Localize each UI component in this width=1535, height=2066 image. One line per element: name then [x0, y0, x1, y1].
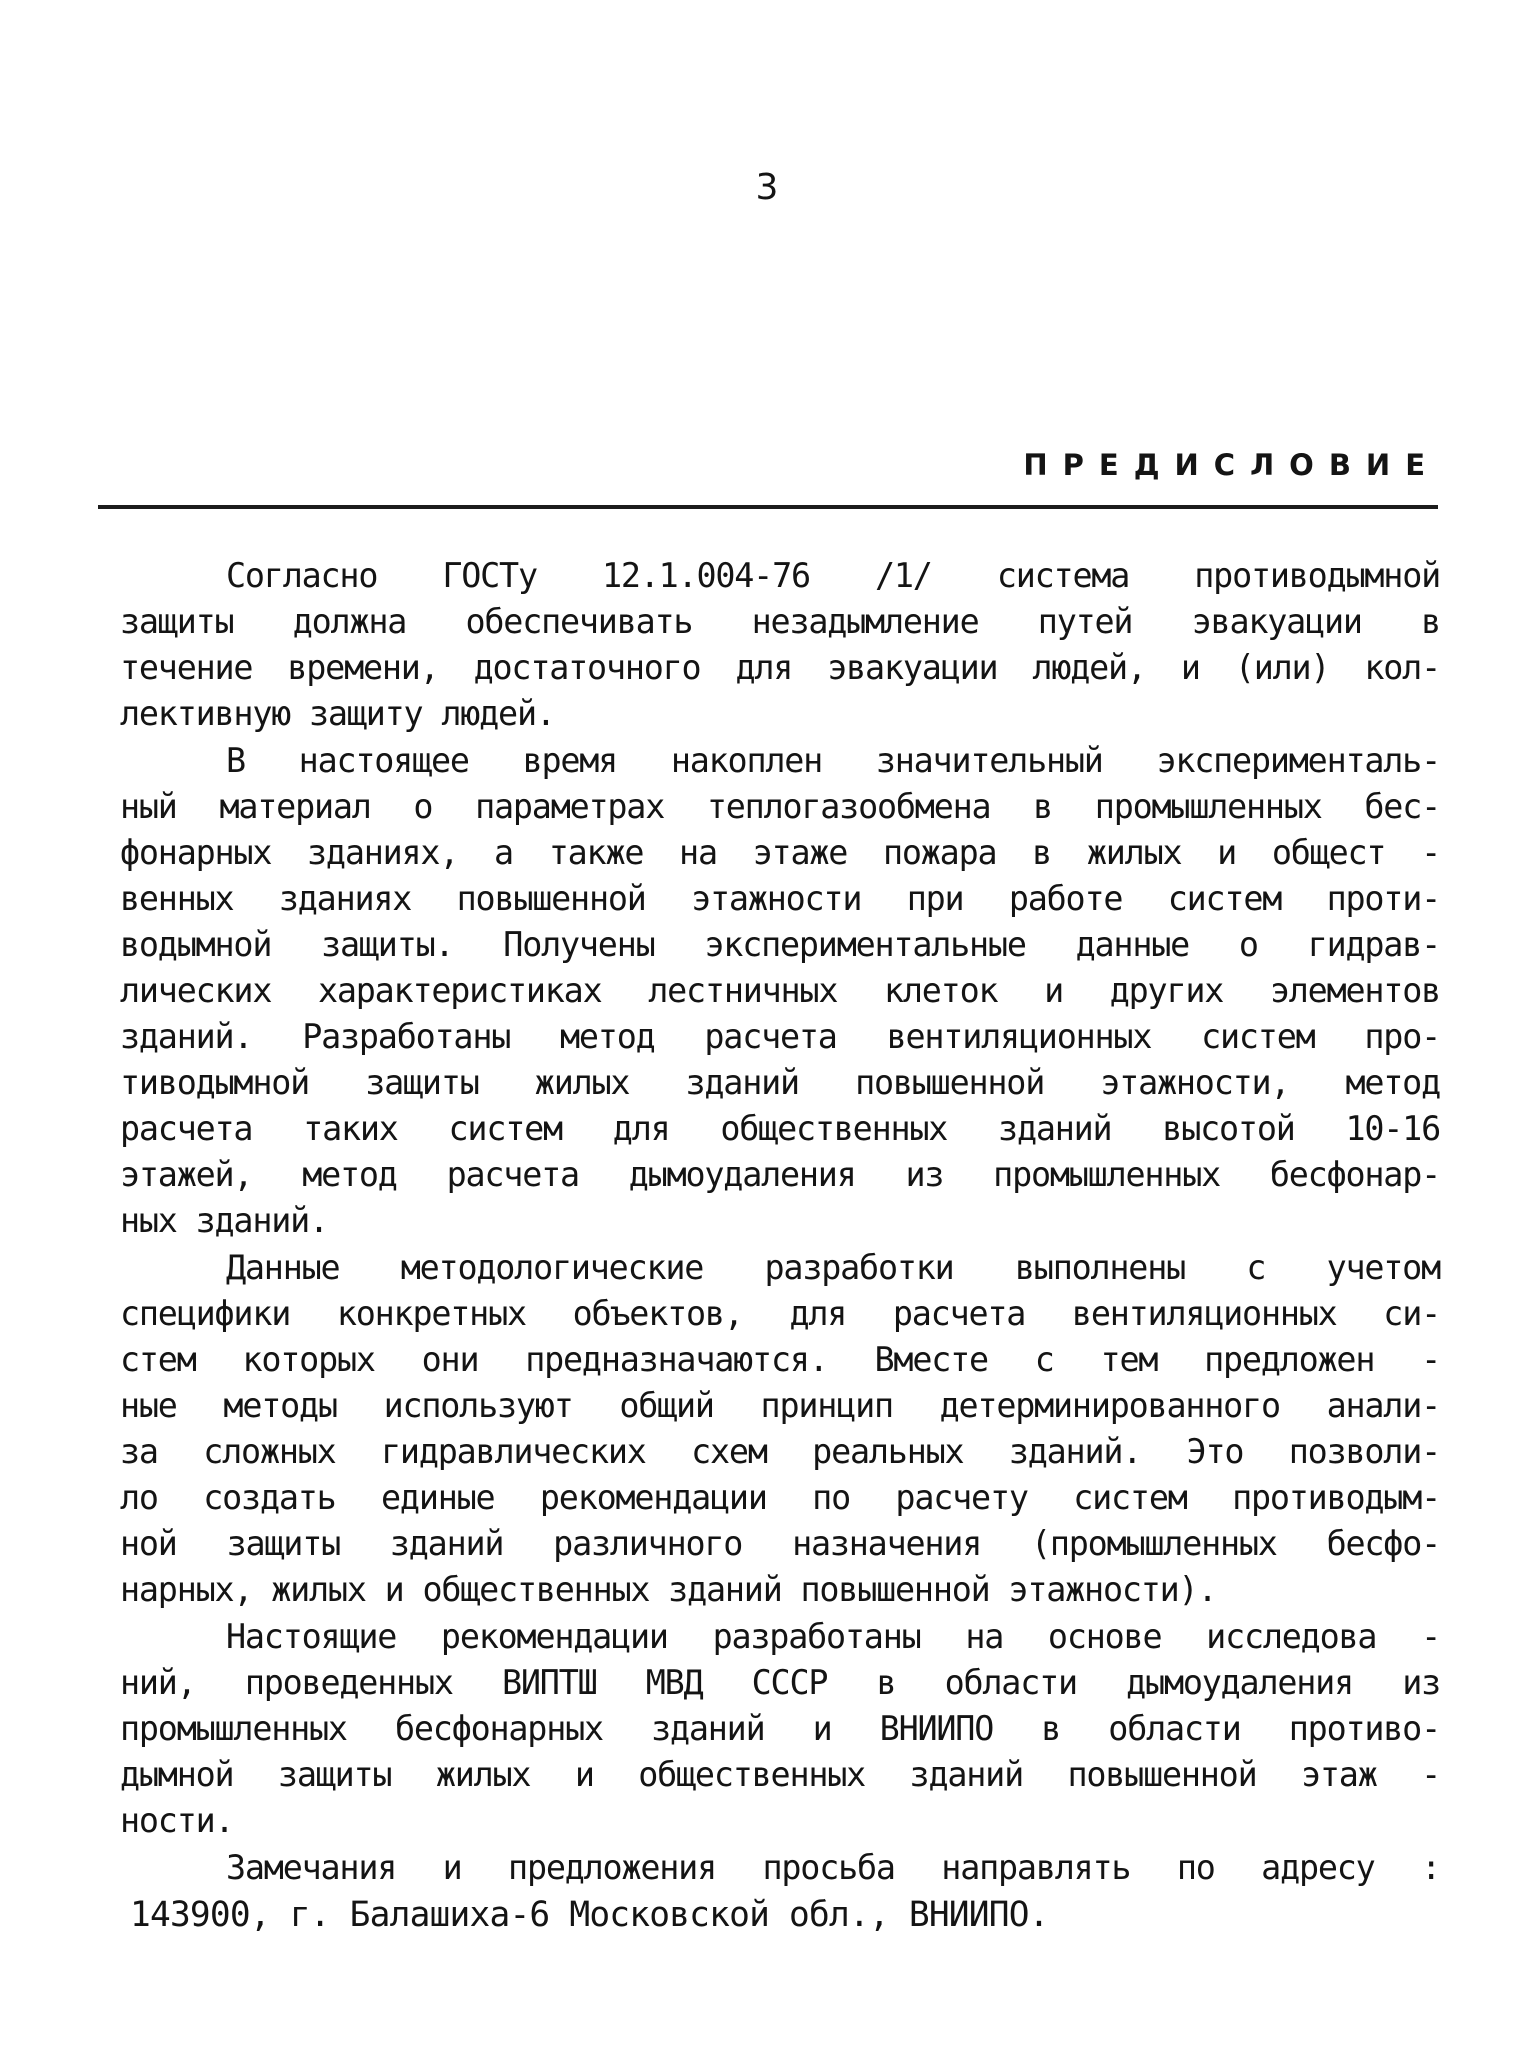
text-line: В настоящее время накоплен значительный эксперименталь- — [226, 741, 1440, 780]
text-line: венных зданиях повышенной этажности при работе систем проти- — [120, 879, 1440, 918]
text-line: водымной защиты. Получены экспериментальные данные о гидрав- — [120, 925, 1440, 964]
heading-divider — [98, 505, 1438, 509]
text-line: ний, проведенных ВИПТШ МВД СССР в области дымоудаления из — [120, 1663, 1440, 1702]
text-line: лических характеристиках лестничных клеток и других элементов — [120, 971, 1440, 1010]
text-line: ло создать единые рекомендации по расчету систем противодым- — [120, 1478, 1440, 1517]
text-line: этажей, метод расчета дымоудаления из промышленных бесфонар- — [120, 1155, 1440, 1194]
text-line: фонарных зданиях, а также на этаже пожара в жилых и общест - — [120, 833, 1440, 872]
paragraph-1 — [120, 553, 1440, 737]
text-line: специфики конкретных объектов, для расчета вентиляционных си- — [120, 1294, 1440, 1333]
page-number: 3 — [755, 167, 780, 208]
address-line: 143900, г. Балашиха-6 Московской обл., ВНИИПО. — [130, 1895, 1049, 1935]
paragraph-3 — [120, 1245, 1440, 1613]
text-line: стем которых они предназначаются. Вместе с тем предложен - — [120, 1340, 1440, 1379]
paragraph-4 — [120, 1614, 1440, 1844]
text-line: Согласно ГОСТу 12.1.004-76 /1/ система противодымной — [226, 556, 1440, 595]
text-line: за сложных гидравлических схем реальных зданий. Это позволи- — [120, 1432, 1440, 1471]
text-line: Настоящие рекомендации разработаны на основе исследова - — [226, 1617, 1440, 1656]
section-heading: ПРЕДИСЛОВИЕ — [1023, 448, 1440, 482]
text-line: дымной защиты жилых и общественных зданий повышенной этаж - — [120, 1755, 1440, 1794]
text-line: расчета таких систем для общественных зданий высотой 10-16 — [120, 1109, 1440, 1148]
text-line: ных зданий. — [120, 1201, 328, 1240]
text-line: лективную защиту людей. — [120, 694, 555, 733]
paragraph-2 — [120, 738, 1440, 1244]
text-line: Данные методологические разработки выполнены с учетом — [226, 1248, 1440, 1287]
text-line: ные методы используют общий принцип детерминированного анали- — [120, 1386, 1440, 1425]
text-line: зданий. Разработаны метод расчета вентиляционных систем про- — [120, 1017, 1440, 1056]
text-line: промышленных бесфонарных зданий и ВНИИПО в области противо- — [120, 1709, 1440, 1748]
text-line: ной защиты зданий различного назначения (промышленных бесфо- — [120, 1524, 1440, 1563]
text-line: течение времени, достаточного для эвакуации людей, и (или) кол- — [120, 648, 1440, 687]
text-line: нарных, жилых и общественных зданий повышенной этажности). — [120, 1570, 1217, 1609]
paragraph-5 — [120, 1845, 1440, 1891]
text-line: тиводымной защиты жилых зданий повышенной этажности, метод — [120, 1063, 1440, 1102]
text-line: Замечания и предложения просьба направлять по адресу : — [226, 1848, 1440, 1887]
text-line: ности. — [120, 1801, 234, 1840]
text-line: защиты должна обеспечивать незадымление путей эвакуации в — [120, 602, 1440, 641]
text-line: ный материал о параметрах теплогазообмена в промышленных бес- — [120, 787, 1440, 826]
body-text — [120, 553, 1440, 1938]
